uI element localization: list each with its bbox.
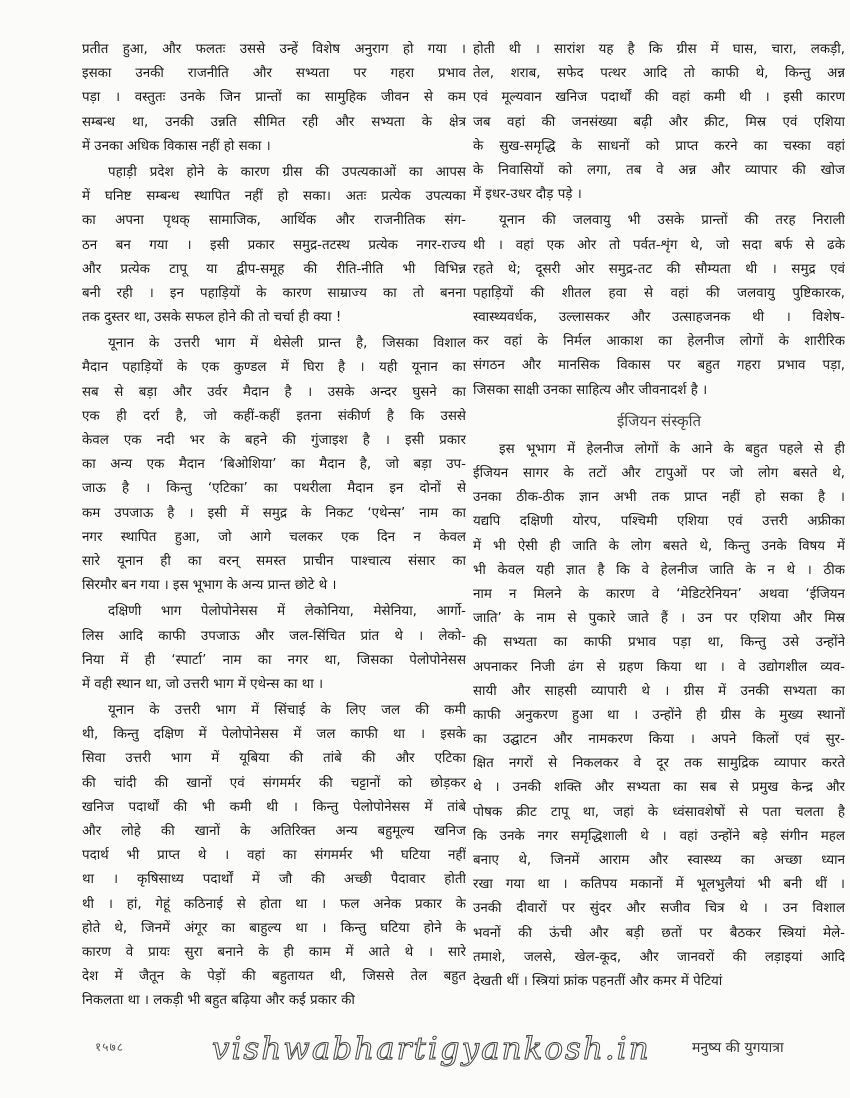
text-line: कि उनके नगर समृद्धिशाली थे । वहां उन्होंने बड़े संगीन महल (473, 828, 845, 844)
text-line: अपनाकर निजी ढंग से ग्रहण किया था । वे उद्योगशील व्यव- (473, 659, 845, 675)
text-line: में उनका अधिक विकास नहीं हो सका । (82, 138, 271, 154)
right-column-bottom (473, 438, 845, 994)
text-line: थी । वहां एक ओर तो पर्वत-शृंग थे, जो सदा बर्फ से ढके (473, 237, 845, 253)
text-line: कर वहां के निर्मल आकाश का हेलनीज लोगों के शारीरिक (473, 334, 845, 350)
right-column (473, 38, 845, 996)
text-line: और प्रत्येक टापू या द्वीप-समूह की रीति-नीति भी विभिन्न (82, 261, 466, 277)
text-line: सब से बड़ा और उर्वर मैदान है । उसके अन्दर घुसने का (82, 384, 466, 400)
text-line: का उद्घाटन और नामकरण किया । अपने किलों एवं सुर- (473, 732, 845, 748)
text-line: भी केवल यही ज्ञात है कि वे हेलनीज जाति के न थे । ठीक (473, 562, 845, 578)
text-line: बनी रही । इन पहाड़ियों के कारण साम्राज्य का तो बनना (82, 285, 466, 301)
section-heading: ईजियन संस्कृति (616, 411, 702, 430)
text-line: पड़ा । वस्तुतः उनके जिन प्रान्तों का सामुहिक जीवन से कम (82, 90, 466, 106)
text-line: सायी और साहसी व्यापारी थे । ग्रीस में उनकी सभ्यता का (473, 683, 845, 699)
text-line: उनका ठीक-ठीक ज्ञान अभी तक प्राप्त नहीं हो सका है । (473, 490, 845, 506)
text-line: सिरमौर बन गया । इस भूभाग के अन्य प्रान्त छोटे थे । (82, 578, 337, 594)
text-line: एक ही दर्रा है, जो कहीं-कहीं इतना संकीर्ण है कि उससे (82, 408, 466, 424)
text-line: कम उपजाऊ है । इसी में समुद्र के निकट ‘एथेन्स’ नाम का (82, 505, 466, 521)
text-line: निया में ही ‘स्पार्टा’ नाम का नगर था, जिसका पेलोपोनेसस (82, 652, 466, 668)
text-line: थी, किन्तु दक्षिण में पेलोपोनेसस में जल काफी था । इसके (82, 727, 466, 743)
text-line: सिवा उत्तरी भाग में यूबिया की तांबे की और एटिका (82, 751, 466, 767)
text-line: होते थे, जिनमें अंगूर का बाहुल्य था । किन्तु घटिया होने के (82, 920, 466, 936)
text-line: ईजियन सागर के तटों और टापुओं पर जो लोग बसते थे, (473, 466, 845, 481)
text-line: पदार्थ भी प्राप्त थे । वहां का संगमर्मर भी घटिया नहीं (82, 848, 466, 864)
text-line: मैदान पहाड़ियों के एक कुण्डल में घिरा है । यही यूनान का (82, 360, 466, 376)
text-line: रहते थे; दूसरी ओर समुद्र-तट की सौम्यता थी । समुद्र एवं (473, 261, 845, 277)
paragraph (82, 699, 466, 1013)
text-line: जिसका साक्षी उनका साहित्य और जीवनादर्श है । (473, 382, 708, 398)
text-line: ठन बन गया । इसी प्रकार समुद्र-तटस्थ प्रत्येक नगर-राज्य (82, 237, 466, 253)
text-line: के निवासियों को लगा, तब वे अन्न और व्यापार की खोज (473, 162, 845, 178)
paragraph (473, 438, 845, 994)
text-line: इसका उनकी राजनीति और सभ्यता पर गहरा प्रभाव (82, 66, 466, 82)
text-line: के सुख-समृद्धि के साधनों को प्राप्त करने का चस्का वहां (473, 138, 845, 154)
text-line: इस भूभाग में हेलनीज लोगों के आने के बहुत पहले से ही (499, 441, 845, 457)
text-line: देश में जैतून के पेड़ों की बहुतायत थी, जिससे तेल बहुत (82, 969, 466, 985)
text-line: जब वहां की जनसंख्या बढ़ी और क्रीट, मिस्र एवं एशिया (473, 114, 845, 130)
text-line: में इधर-उधर दौड़ पड़े । (473, 187, 582, 203)
paragraph (82, 38, 466, 159)
text-line: सारे यूनान ही का वरन् समस्त प्राचीन पाश्चात्य संसार का (82, 553, 466, 569)
text-line: नाम न मिलने के कारण वे ‘मेडिटरेनियन’ अथवा ‘ईजियन (473, 586, 845, 602)
text-line: लिस आदि काफी उपजाऊ और जल-सिंचित प्रांत थे । लेको- (82, 628, 466, 644)
text-line: तमाशे, जलसे, खेल-कूद, और जानवरों की लड़ाइयां आदि (473, 949, 845, 965)
text-line: सम्बन्ध था, उनकी उन्नति सीमित रही और सभ्यता के क्षेत्र (82, 114, 466, 130)
text-line: जाऊ है । किन्तु ‘एटिका’ का पथरीला मैदान इन दोनों से (82, 481, 466, 497)
watermark: vishwabhartigyankosh.in (212, 1031, 651, 1067)
page-number: १५७८ (95, 1040, 124, 1054)
text-line: होती थी । सारांश यह है कि ग्रीस में घास, चारा, लकड़ी, (473, 42, 845, 57)
text-line: में वही स्थान था, जो उत्तरी भाग में एथेन्स का था । (82, 676, 324, 692)
text-line: पहाड़ियों की शीतल हवा से वहां की जलवायु पुष्टिकारक, (473, 285, 845, 301)
text-line: में भी ऐसी ही जाति के लोग बसते थे, किन्तु उनके विषय में (473, 538, 845, 554)
text-line: संगठन और मानसिक विकास पर बहुत गहरा प्रभाव पड़ा, (473, 358, 845, 374)
left-column (82, 38, 466, 1016)
text-line: दक्षिणी भाग पेलोपोनेसस में लेकोनिया, मेसेनिया, आर्गो- (108, 604, 466, 620)
text-line: पहाड़ी प्रदेश होने के कारण ग्रीस की उपत्यकाओं का आपस (108, 164, 466, 180)
text-line: का अन्य एक मैदान ‘बिओशिया’ का मैदान है, जो बड़ा उप- (82, 457, 466, 473)
text-line: था । कृषिसाध्य पदार्थों में जौ की अच्छी पैदावार होती (82, 872, 466, 888)
text-line: थी । हां, गेहूं कठिनाई से होता था । फल अनेक प्रकार के (82, 896, 466, 912)
text-line: केवल एक नदी भर के बहने की गुंजाइश है । इसी प्रकार (82, 433, 466, 448)
text-line: बनाए थे, जिनमें आराम और स्वास्थ्य का अच्छा ध्यान (473, 853, 845, 868)
text-line: खनिज पदार्थों की भी कमी थी । किन्तु पेलोपोनेसस में तांबे (82, 799, 466, 815)
text-line: तेल, शराब, सफेद पत्थर आदि तो काफी थे, किन्तु अन्न (473, 66, 845, 82)
text-line: यूनान की जलवायु भी उसके प्रान्तों की तरह निराली (499, 213, 845, 229)
right-column-top (473, 38, 845, 403)
running-footer: मनुष्य की युगयात्रा (692, 1040, 784, 1056)
text-line: तक दुस्तर था, उसके सफल होने की तो चर्चा ही क्या ! (82, 310, 342, 326)
text-line: प्रतीत हुआ, और फलतः उससे उन्हें विशेष अनुराग हो गया । (82, 42, 466, 57)
text-line: थे । उनकी शक्ति और सभ्यता का सब से प्रमुख केन्द्र और (473, 780, 845, 796)
text-line: नगर स्थापित हुआ, जो आगे चलकर एक दिन न केवल (82, 529, 466, 545)
text-line: यूनान के उत्तरी भाग में थेसेली प्रान्त है, जिसका विशाल (108, 336, 466, 352)
text-line: और लोहे की खानों के अतिरिक्त अन्य बहुमूल्य खनिज (82, 824, 466, 839)
text-line: की सभ्यता का काफी प्रभाव पड़ा था, किन्तु उसे उन्होंने (473, 635, 845, 651)
text-line: काफी अनुकरण हुआ था । उन्होंने ही ग्रीस के मुख्य स्थानों (473, 707, 845, 723)
text-line: क्षित नगरों से निकलकर वे दूर तक सामुद्रिक व्यापार करते (473, 756, 845, 772)
text-line: निकलता था । लकड़ी भी बहुत बढ़िया और कई प्रकार की (82, 993, 355, 1009)
paragraph (82, 161, 466, 330)
text-line: पोषक क्रीट टापू था, जहां के ध्वंसावशेषों से पता चलता है (473, 804, 845, 820)
text-line: यूनान के उत्तरी भाग में सिंचाई के लिए जल की कमी (108, 703, 466, 719)
text-line: भवनों की ऊंची और बड़ी छतों पर बैठकर स्त्रियां मेले- (473, 925, 845, 941)
paragraph (473, 38, 845, 207)
text-line: यद्यपि दक्षिणी योरप, पश्चिमी एशिया एवं उत्तरी अफ्रीका (473, 514, 845, 530)
paragraph (82, 600, 466, 697)
text-line: का अपना पृथक् सामाजिक, आर्थिक और राजनीतिक संग- (82, 213, 466, 229)
text-line: एवं मूल्यवान खनिज पदार्थों की वहां कमी थी । इसी कारण (473, 90, 845, 106)
text-line: उनकी दीवारों पर सुंदर और सजीव चित्र थे । उन विशाल (473, 901, 845, 917)
text-line: स्वास्थ्यवर्धक, उल्लासकर और उत्साहजनक थी । विशेष- (473, 310, 845, 326)
text-line: में घनिष्ट सम्बन्ध स्थापित नहीं हो सका। अतः प्रत्येक उपत्यका (82, 189, 466, 205)
text-line: की चांदी की खानों एवं संगमर्मर की चट्टानों को छोड़कर (82, 775, 466, 791)
text-line: देखती थीं । स्त्रियां फ्रांक पहनतीं और कमर में पेटियां (473, 973, 723, 989)
text-line: कारण वे प्रायः सुरा बनाने के ही काम में आते थे । सारे (82, 944, 466, 960)
paragraph (82, 332, 466, 598)
text-line: रखा गया था । कतिपय मकानों में भूलभुलैयां भी बनी थीं । (473, 877, 845, 893)
paragraph (473, 209, 845, 403)
text-line: जाति’ के नाम से पुकारे जाते हैं । उन पर एशिया और मिस्र (473, 611, 845, 627)
